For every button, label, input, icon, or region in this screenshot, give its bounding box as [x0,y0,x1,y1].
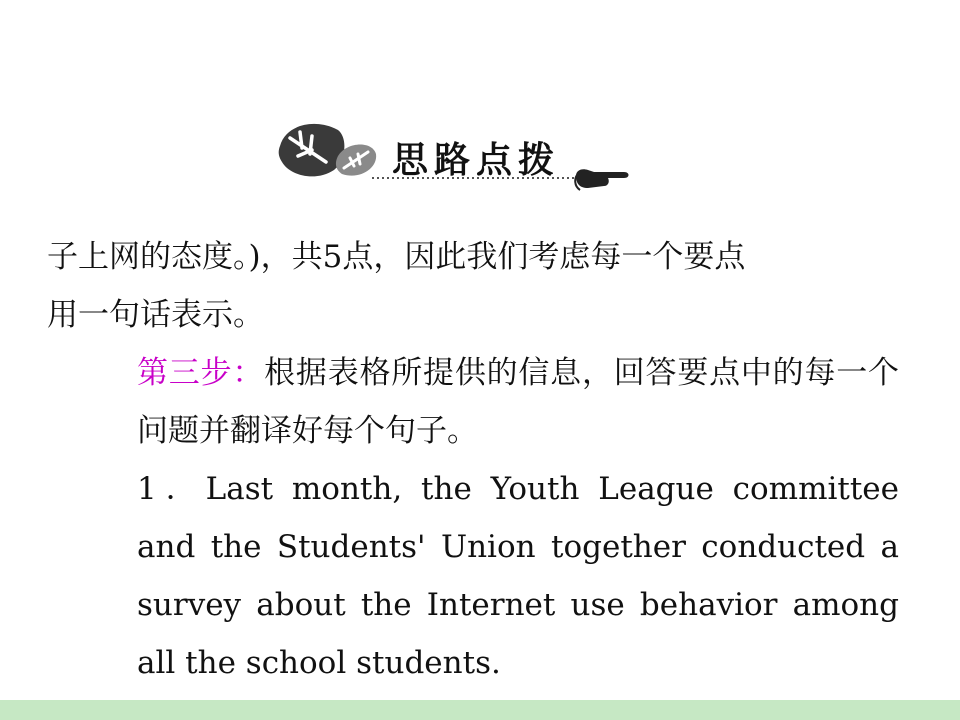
footer-bar [0,700,960,720]
step-text: 根据表格所提供的信息，回答要点中的每一个问题并翻译好每个句子。 [137,355,900,449]
step-label: 第三步： [137,355,265,391]
paragraph-line: 用一句话表示。 [47,297,264,333]
document-body [47,228,899,692]
paragraph-english: 1．Last month, the Youth League committee and the Students' Union together conducted a survey about the Internet use behavior among all the school students. [137,471,899,681]
section-title: 思路点拨 [392,140,561,181]
paragraph-step-three [47,344,899,460]
pointing-hand-icon [574,160,634,200]
paragraph-line: 子上网的态度。)，共5点，因此我们考虑每一个要点 [47,239,746,275]
section-banner [276,116,636,196]
